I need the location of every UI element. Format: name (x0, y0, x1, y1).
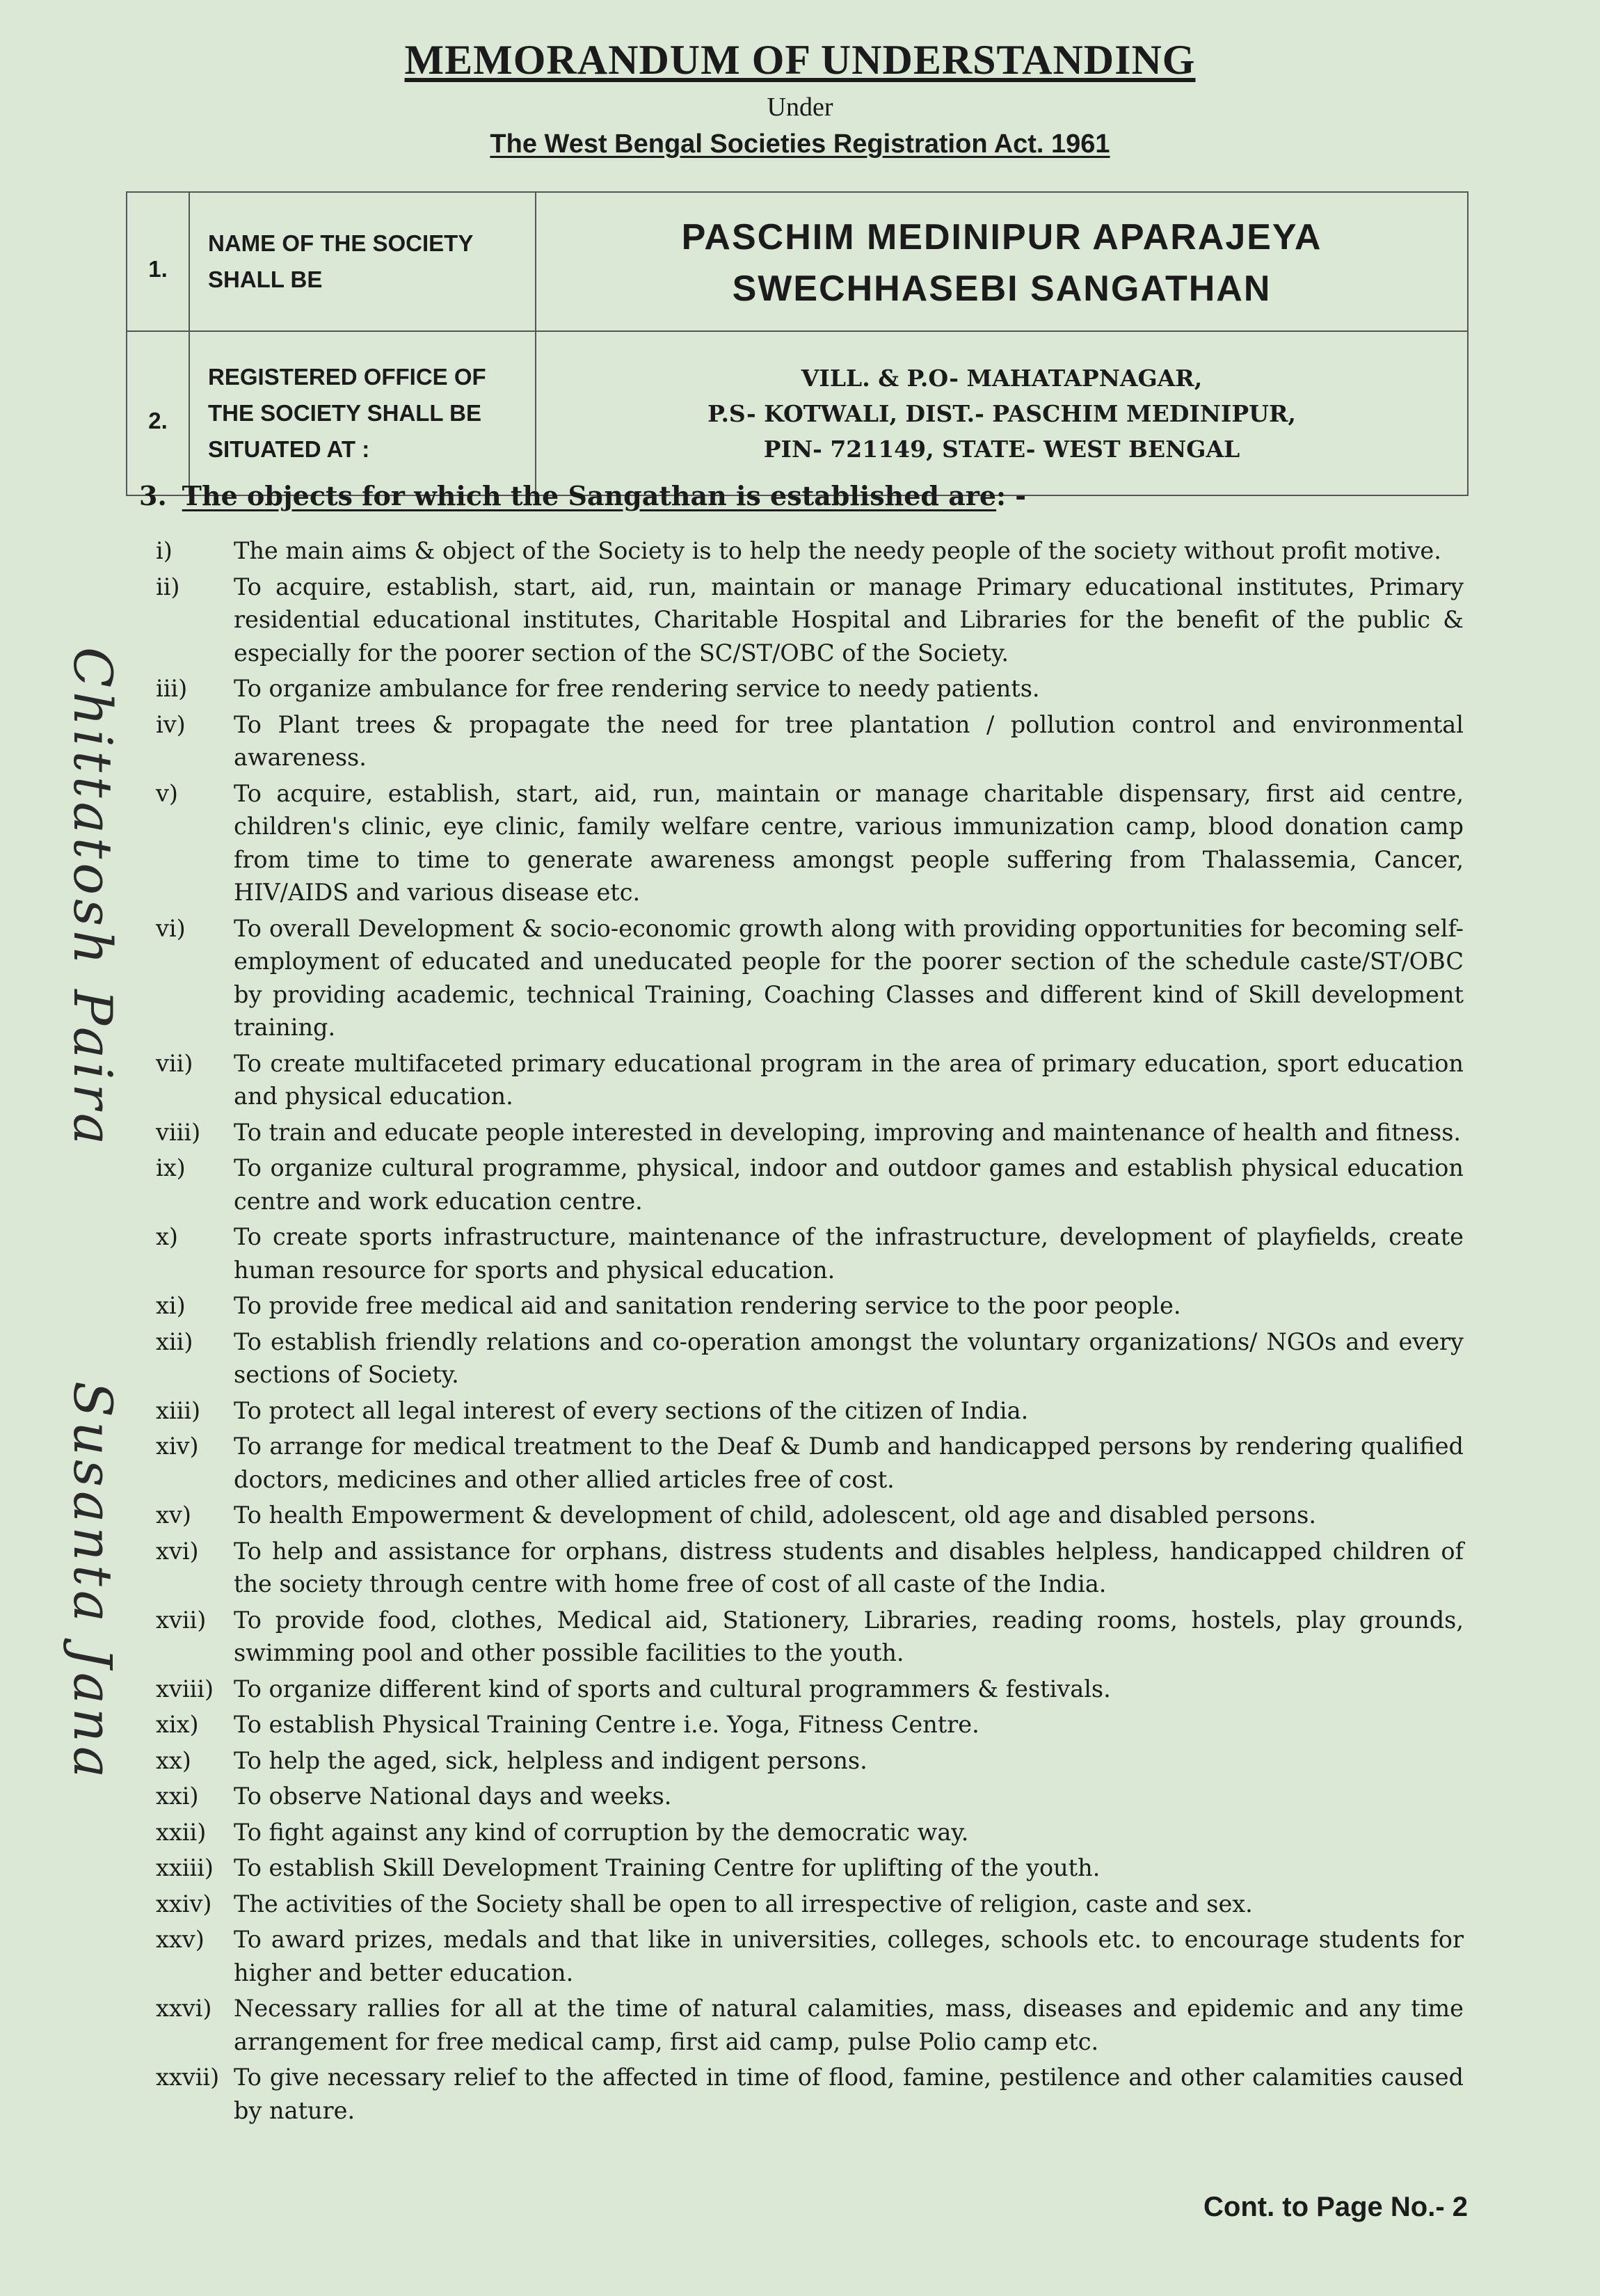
object-item (156, 1116, 1464, 1149)
row-number: 2. (127, 331, 189, 495)
object-item-text: To help and assistance for orphans, distress students and disables helpless, handicapped children of the society through centre with home free of cost of all caste of the India. (234, 1537, 1464, 1597)
object-item-text: The activities of the Society shall be open to all irrespective of religion, caste and sex. (234, 1890, 1253, 1918)
object-item (156, 1851, 1464, 1885)
objects-heading-suffix: : - (996, 480, 1027, 511)
object-item (156, 1047, 1464, 1113)
object-item (156, 2061, 1464, 2127)
object-item-number: v) (156, 779, 178, 807)
label-line: REGISTERED OFFICE OF (208, 364, 486, 390)
label-line: THE SOCIETY SHALL BE (208, 400, 482, 426)
object-item-number: xvi) (156, 1537, 199, 1565)
continued-note: Cont. to Page No.- 2 (1203, 2192, 1468, 2222)
object-item (156, 1708, 1464, 1741)
objects-heading-text: The objects for which the Sangathan is established are (182, 480, 997, 511)
address-line: PIN- 721149, STATE- WEST BENGAL (763, 435, 1240, 463)
object-item (156, 1535, 1464, 1601)
object-item-number: xxvi) (156, 1995, 212, 2022)
object-item-text: To award prizes, medals and that like in universities, colleges, schools etc. to encourage students for higher and better education. (234, 1926, 1464, 1986)
object-item-text: To create sports infrastructure, maintenance of the infrastructure, development of playfields, create human resource for sports and physical education. (234, 1223, 1464, 1284)
object-item-text: To protect all legal interest of every sections of the citizen of India. (234, 1396, 1029, 1424)
object-item-text: To give necessary relief to the affected in time of flood, famine, pestilence and other calamities caused by nature. (234, 2064, 1464, 2124)
object-item-number: xiv) (156, 1433, 199, 1460)
object-item-number: xv) (156, 1501, 191, 1529)
object-item-number: ix) (156, 1154, 186, 1181)
object-item (156, 1780, 1464, 1813)
object-item-text: To help the aged, sick, helpless and indigent persons. (234, 1746, 867, 1774)
object-item-number: xx) (156, 1746, 191, 1774)
object-item-number: xii) (156, 1328, 193, 1355)
signature-susanta-jana: Susanta Jana (62, 1381, 124, 1783)
object-item-text: Necessary rallies for all at the time of natural calamities, mass, diseases and epidemic and any time arrangement for free medical camp, first aid camp, pulse Polio camp etc. (234, 1995, 1464, 2055)
object-item-number: xxii) (156, 1818, 207, 1846)
object-item (156, 672, 1464, 705)
object-item (156, 1673, 1464, 1706)
object-item-text: To overall Development & socio-economic growth along with providing opportunities for becoming self-employment of educated and uneducated people for the poorer section of the schedule caste/ST/OBC by providing academic, technical Training, Coaching Classes and different kind of Skill development training. (234, 914, 1464, 1041)
row-label-registered-office (189, 331, 536, 495)
registered-office-address (536, 331, 1468, 495)
act-title: The West Bengal Societies Registration Act. 1961 (490, 129, 1110, 159)
object-item-number: xiii) (156, 1396, 201, 1424)
object-item-number: xxv) (156, 1926, 205, 1953)
object-item-text: To train and educate people interested in developing, improving and maintenance of health and fitness. (234, 1118, 1462, 1146)
object-item (156, 534, 1464, 568)
objects-heading (139, 480, 1026, 511)
object-item (156, 1394, 1464, 1428)
object-item (156, 1430, 1464, 1496)
object-item-number: xviii) (156, 1675, 214, 1703)
object-item (156, 1923, 1464, 1989)
society-info-table (126, 191, 1469, 496)
object-item-number: xvii) (156, 1606, 207, 1634)
object-item-number: x) (156, 1223, 178, 1250)
object-item-number: ii) (156, 573, 180, 600)
object-item-text: To observe National days and weeks. (234, 1783, 672, 1810)
society-name-line: PASCHIM MEDINIPUR APARAJEYA (681, 217, 1322, 257)
object-item-text: To organize different kind of sports and cultural programmers & festivals. (234, 1675, 1111, 1703)
row-label-society-name (189, 192, 536, 331)
object-item (156, 777, 1464, 909)
object-item-text: To establish Skill Development Training Centre for uplifting of the youth. (234, 1854, 1101, 1881)
table-row-society-name (127, 192, 1468, 331)
object-item-number: i) (156, 537, 173, 564)
object-item (156, 1325, 1464, 1392)
object-item (156, 1499, 1464, 1532)
society-name-line: SWECHHASEBI SANGATHAN (732, 269, 1272, 309)
object-item-number: xix) (156, 1711, 199, 1738)
object-item-text: To establish friendly relations and co-operation amongst the voluntary organizations/ NGOs and every sections of Society. (234, 1328, 1464, 1388)
document-title: MEMORANDUM OF UNDERSTANDING (404, 37, 1196, 83)
object-item-text: To provide food, clothes, Medical aid, Stationery, Libraries, reading rooms, hostels, play grounds, swimming pool and other possible facilities to the youth. (234, 1606, 1464, 1666)
object-item-number: iii) (156, 675, 188, 702)
object-item-text: To establish Physical Training Centre i.e. Yoga, Fitness Centre. (234, 1711, 979, 1738)
object-item-text: The main aims & object of the Society is to help the needy people of the society without profit motive. (234, 537, 1441, 564)
object-item (156, 1816, 1464, 1849)
object-item-number: xi) (156, 1292, 186, 1319)
object-item-text: To arrange for medical treatment to the Deaf & Dumb and handicapped persons by rendering qualified doctors, medicines and other allied articles free of cost. (234, 1433, 1464, 1493)
object-item-text: To Plant trees & propagate the need for tree plantation / pollution control and environmental awareness. (234, 710, 1464, 771)
object-item-number: xxiv) (156, 1890, 212, 1918)
object-item-text: To organize cultural programme, physical, indoor and outdoor games and establish physical education centre and work education centre. (234, 1154, 1464, 1215)
object-item (156, 912, 1464, 1044)
objects-list (156, 534, 1464, 2130)
object-item (156, 1888, 1464, 1921)
object-item (156, 1151, 1464, 1218)
object-item (156, 1289, 1464, 1323)
object-item (156, 1604, 1464, 1670)
objects-section-number: 3. (139, 480, 167, 511)
object-item-number: vii) (156, 1049, 193, 1077)
object-item-text: To fight against any kind of corruption by the democratic way. (234, 1818, 969, 1846)
object-item (156, 571, 1464, 670)
object-item (156, 1220, 1464, 1286)
object-item-number: xxvii) (156, 2064, 220, 2091)
object-item (156, 1744, 1464, 1778)
object-item-text: To provide free medical aid and sanitation rendering service to the poor people. (234, 1292, 1181, 1319)
object-item-text: To acquire, establish, start, aid, run, maintain or manage charitable dispensary, first aid centre, children's clinic, eye clinic, family welfare centre, various immunization camp, blood donation camp from time to time to generate awareness amongst people suffering from Thalassemia, Cancer, HIV/AIDS and various disease etc. (234, 779, 1464, 906)
label-line: SHALL BE (208, 266, 323, 292)
object-item-number: iv) (156, 710, 186, 738)
object-item-number: xxi) (156, 1783, 199, 1810)
address-line: VILL. & P.O- MAHATAPNAGAR, (801, 364, 1203, 392)
label-line: NAME OF THE SOCIETY (208, 230, 474, 256)
object-item-number: viii) (156, 1118, 201, 1146)
object-item (156, 1992, 1464, 2058)
object-item-number: vi) (156, 914, 186, 942)
object-item-text: To organize ambulance for free rendering service to needy patients. (234, 675, 1040, 702)
document-subtitle-under: Under (767, 93, 833, 122)
address-line: P.S- KOTWALI, DIST.- PASCHIM MEDINIPUR, (707, 399, 1296, 427)
object-item (156, 708, 1464, 774)
object-item-text: To create multifaceted primary educational program in the area of primary education, sport education and physical education. (234, 1049, 1464, 1110)
object-item-number: xxiii) (156, 1854, 214, 1881)
signature-chittatosh-paira: Chittatosh Paira (62, 647, 124, 1149)
label-line: SITUATED AT : (208, 436, 370, 462)
object-item-text: To health Empowerment & development of child, adolescent, old age and disabled persons. (234, 1501, 1316, 1529)
row-number: 1. (127, 192, 189, 331)
object-item-text: To acquire, establish, start, aid, run, maintain or manage Primary educational institutes, Primary residential educational institutes, Charitable Hospital and Libraries for the benefit of the public & especially for the poorer section of the SC/ST/OBC of the Society. (234, 573, 1464, 667)
society-name-value (536, 192, 1468, 331)
table-row-registered-office (127, 331, 1468, 495)
